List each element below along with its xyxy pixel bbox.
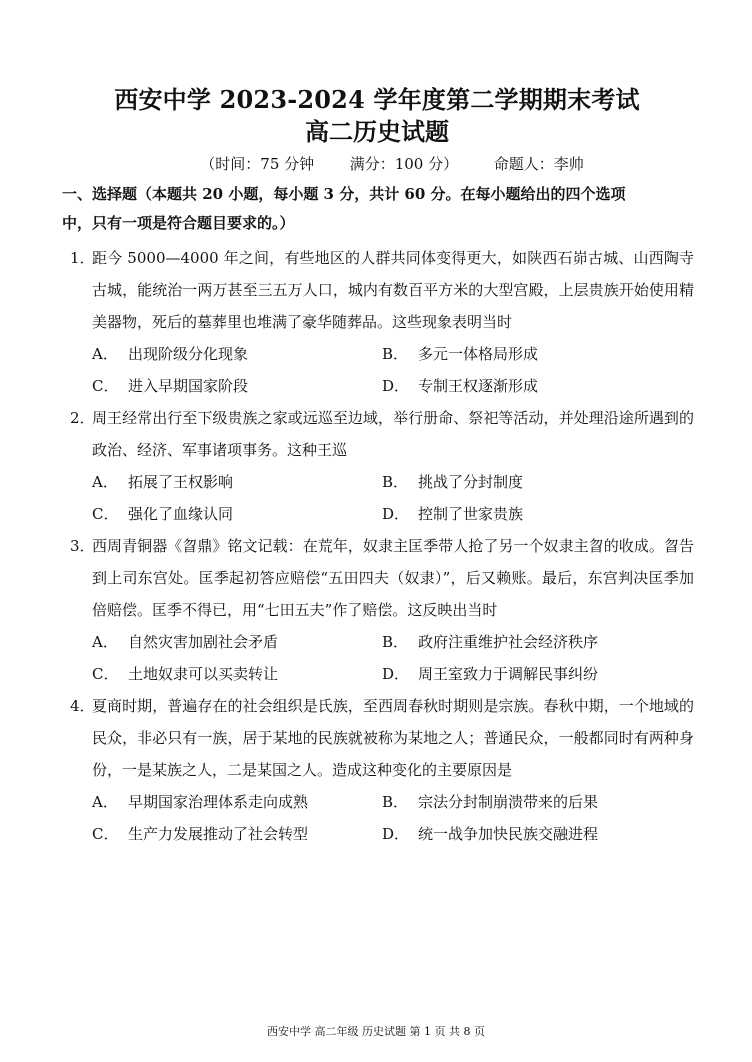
question-text: 夏商时期，普遍存在的社会组织是氏族，至西周春秋时期则是宗族。春秋中期，一个地域的民众，非必只有一族，居于某地的民族就被称为某地之人；普通民众，一般都同时有两种身份，一是某族之人，二是某国之人。造成这种变化的主要原因是 [92,697,694,779]
question-3 [60,530,694,690]
exam-time: （时间：75 分钟 [200,155,315,173]
question-options [92,626,694,690]
option-a[interactable]: A． 早期国家治理体系走向成熟 [92,793,309,811]
option-d[interactable]: D． 周王室致力于调解民事纠纷 [382,665,599,683]
question-number: 2． [70,409,95,427]
question-text: 西周青铜器《曶鼎》铭文记载：在荒年，奴隶主匡季带人抢了另一个奴隶主曶的收成。曶告到上司东宫处。匡季起初答应赔偿“五田四夫（奴隶）”，后又赖账。最后，东宫判决匡季加倍赔偿。匡季不得已，用“七田五夫”作了赔偿。这反映出当时 [92,537,694,619]
option-d[interactable]: D． 控制了世家贵族 [382,505,524,523]
question-number: 3． [70,537,95,555]
question-stem [64,530,694,626]
section-heading-line-1: 一、选择题（本题共 20 小题，每小题 3 分，共计 60 分。在每小题给出的四个选项 [62,185,626,203]
question-1 [60,242,694,402]
question-options [92,786,694,850]
option-d[interactable]: D． 统一战争加快民族交融进程 [382,825,599,843]
exam-score: 满分：100 分） [349,155,459,173]
option-a[interactable]: A． 拓展了王权影响 [92,473,234,491]
option-b[interactable]: B． 宗法分封制崩溃带来的后果 [382,793,599,811]
option-b[interactable]: B． 政府注重维护社会经济秩序 [382,633,599,651]
question-stem [64,690,694,786]
question-number: 1． [70,249,95,267]
question-2 [60,402,694,530]
exam-author: 命题人：李帅 [493,155,584,173]
question-options [92,466,694,530]
exam-title: 西安中学 2023-2024 学年度第二学期期末考试 [114,85,640,114]
question-text: 周王经常出行至下级贵族之家或远巡至边域，举行册命、祭祀等活动，并处理沿途所遇到的政治、经济、军事诸项事务。这种王巡 [92,409,694,459]
option-a[interactable]: A． 自然灾害加剧社会矛盾 [92,633,279,651]
exam-meta [60,152,694,176]
question-text: 距今 5000—4000 年之间，有些地区的人群共同体变得更大，如陕西石峁古城、山西陶寺古城，能统治一两万甚至三五万人口，城内有数百平方米的大型宫殿，上层贵族开始使用精美器物，死后的墓葬里也堆满了豪华随葬品。这些现象表明当时 [92,249,694,331]
option-c[interactable]: C． 强化了血缘认同 [92,505,234,523]
option-b[interactable]: B． 多元一体格局形成 [382,345,539,363]
question-stem [64,242,694,338]
option-a[interactable]: A． 出现阶级分化现象 [92,345,249,363]
option-c[interactable]: C． 进入早期国家阶段 [92,377,249,395]
question-number: 4． [70,697,95,715]
section-heading [60,180,694,238]
option-c[interactable]: C． 生产力发展推动了社会转型 [92,825,309,843]
question-4 [60,690,694,850]
section-heading-line-2: 中，只有一项是符合题目要求的。） [62,214,295,232]
option-b[interactable]: B． 挑战了分封制度 [382,473,524,491]
question-options [92,338,694,402]
option-c[interactable]: C． 土地奴隶可以买卖转让 [92,665,279,683]
option-d[interactable]: D． 专制王权逐渐形成 [382,377,539,395]
question-stem [64,402,694,466]
exam-subtitle: 高二历史试题 [305,117,449,146]
page-footer: 西安中学 高二年级 历史试题 第 1 页 共 8 页 [267,1025,485,1038]
